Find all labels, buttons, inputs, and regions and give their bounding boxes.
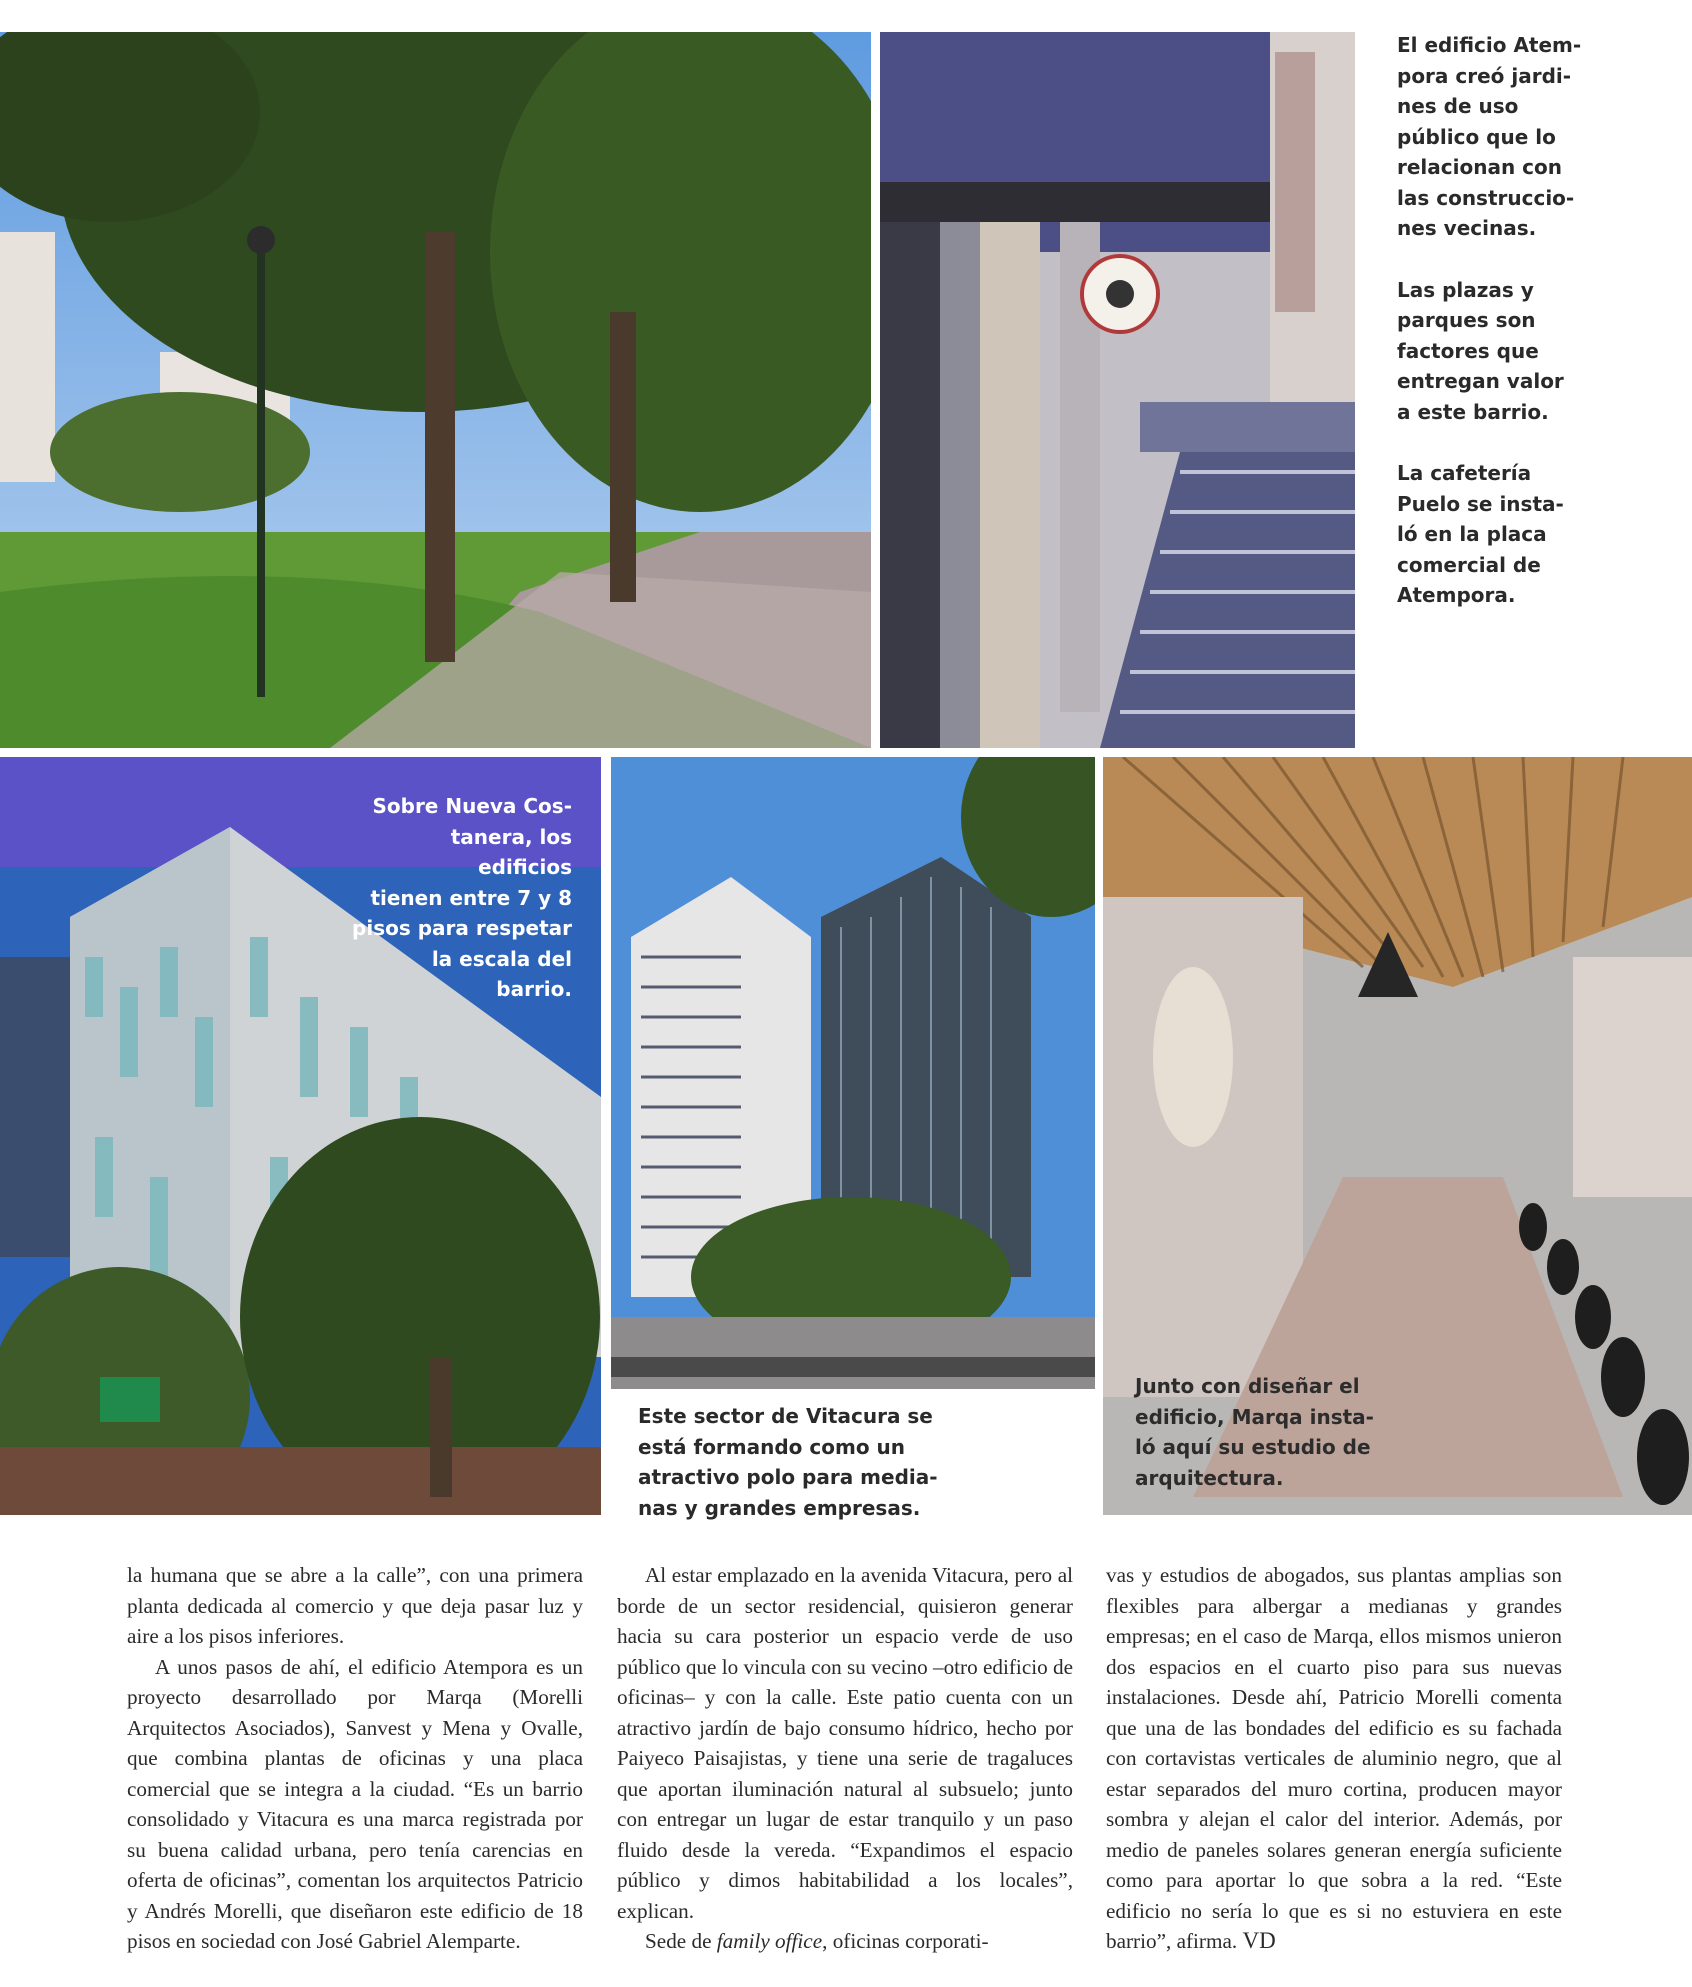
towers-photo [611, 757, 1095, 1389]
article-text: Sede de [645, 1929, 717, 1953]
caption-gardens: El edificio Atem- pora creó jardi- nes de uso público que lo relacionan con las construccio- nes vecinas. [1397, 33, 1582, 240]
article-column-3 [1106, 1560, 1562, 1957]
article-paragraph: Al estar emplazado en la avenida Vitacura, pero al borde de un sector residencial, quisieron generar hacia su cara posterior un espacio verde de uso público que lo vincula con su vecino –otro edificio de oficinas– y con la calle. Este patio cuenta con un atractivo jardín de bajo consumo hídrico, hecho por Paiyeco Paisajistas, y tiene una serie de tragaluces que aportan iluminación natural al subsuelo; junto con entregar un lugar de estar tranquilo y un paso fluido desde la vereda. “Expandimos el espacio público y dimos habitabilidad a los locales”, explican. [617, 1563, 1073, 1923]
side-captions [1397, 30, 1647, 642]
article-paragraph: la humana que se abre a la calle”, con una primera planta dedicada al comercio y que deja pasar luz y aire a los pisos inferiores. [127, 1563, 583, 1648]
cafe-photo [880, 32, 1355, 748]
author-signature: VD [1242, 1928, 1276, 1953]
caption-cafeteria: La cafetería Puelo se insta- ló en la placa comercial de Atempora. [1397, 461, 1564, 607]
park-photo [0, 32, 871, 748]
article-text: vas y estudios de abogados, sus plantas amplias son flexibles para albergar a medianas y grandes empresas; en el caso de Marqa, ellos mismos unieron dos espacios en el cuarto piso para sus nuevas instalaciones. Desde ahí, Patricio Morelli comenta que una de las bondades del edificio es su fachada con cortavistas verticales de aluminio negro, que al estar separados del muro cortina, producen mayor sombra y alejan el calor del interior. Además, por medio de paneles solares generan energía suficiente como para aportar lo que sobra a la red. “Este edificio no sería lo que es si no estuviera en este barrio”, afirma. [1106, 1563, 1562, 1953]
article-text: , oficinas corporati- [822, 1929, 989, 1953]
article-paragraph: A unos pasos de ahí, el edificio Atempora es un proyecto desarrollado por Marqa (Morelli Arquitectos Asociados), Sanvest y Mena y Ovalle, que combina plantas de oficinas y una placa comercial que se integra a la ciudad. “Es un barrio consolidado y Vitacura es una marca registrada por su buena calidad urbana, pero tenía carencias en oferta de oficinas”, comentan los arquitectos Patricio y Andrés Morelli, que diseñaron este edificio de 18 pisos en sociedad con José Gabriel Alemparte. [127, 1654, 583, 1953]
article-column-1 [127, 1560, 583, 1957]
article-column-2 [617, 1560, 1073, 1957]
article-paragraph [1106, 1560, 1562, 1957]
caption-plazas: Las plazas y parques son factores que entregan valor a este barrio. [1397, 277, 1564, 424]
article-paragraph-lead [617, 1926, 1073, 1957]
caption-costanera: Sobre Nueva Cos- tanera, los edificios tienen entre 7 y 8 pisos para respetar la escala del barrio. [352, 794, 572, 1001]
article-italic-term: family office [716, 1929, 823, 1953]
caption-vitacura: Este sector de Vitacura se está formando como un atractivo polo para media- nas y grandes empresas. [638, 1404, 938, 1520]
caption-marqa: Junto con diseñar el edificio, Marqa insta- ló aquí su estudio de arquitectura. [1135, 1374, 1374, 1490]
